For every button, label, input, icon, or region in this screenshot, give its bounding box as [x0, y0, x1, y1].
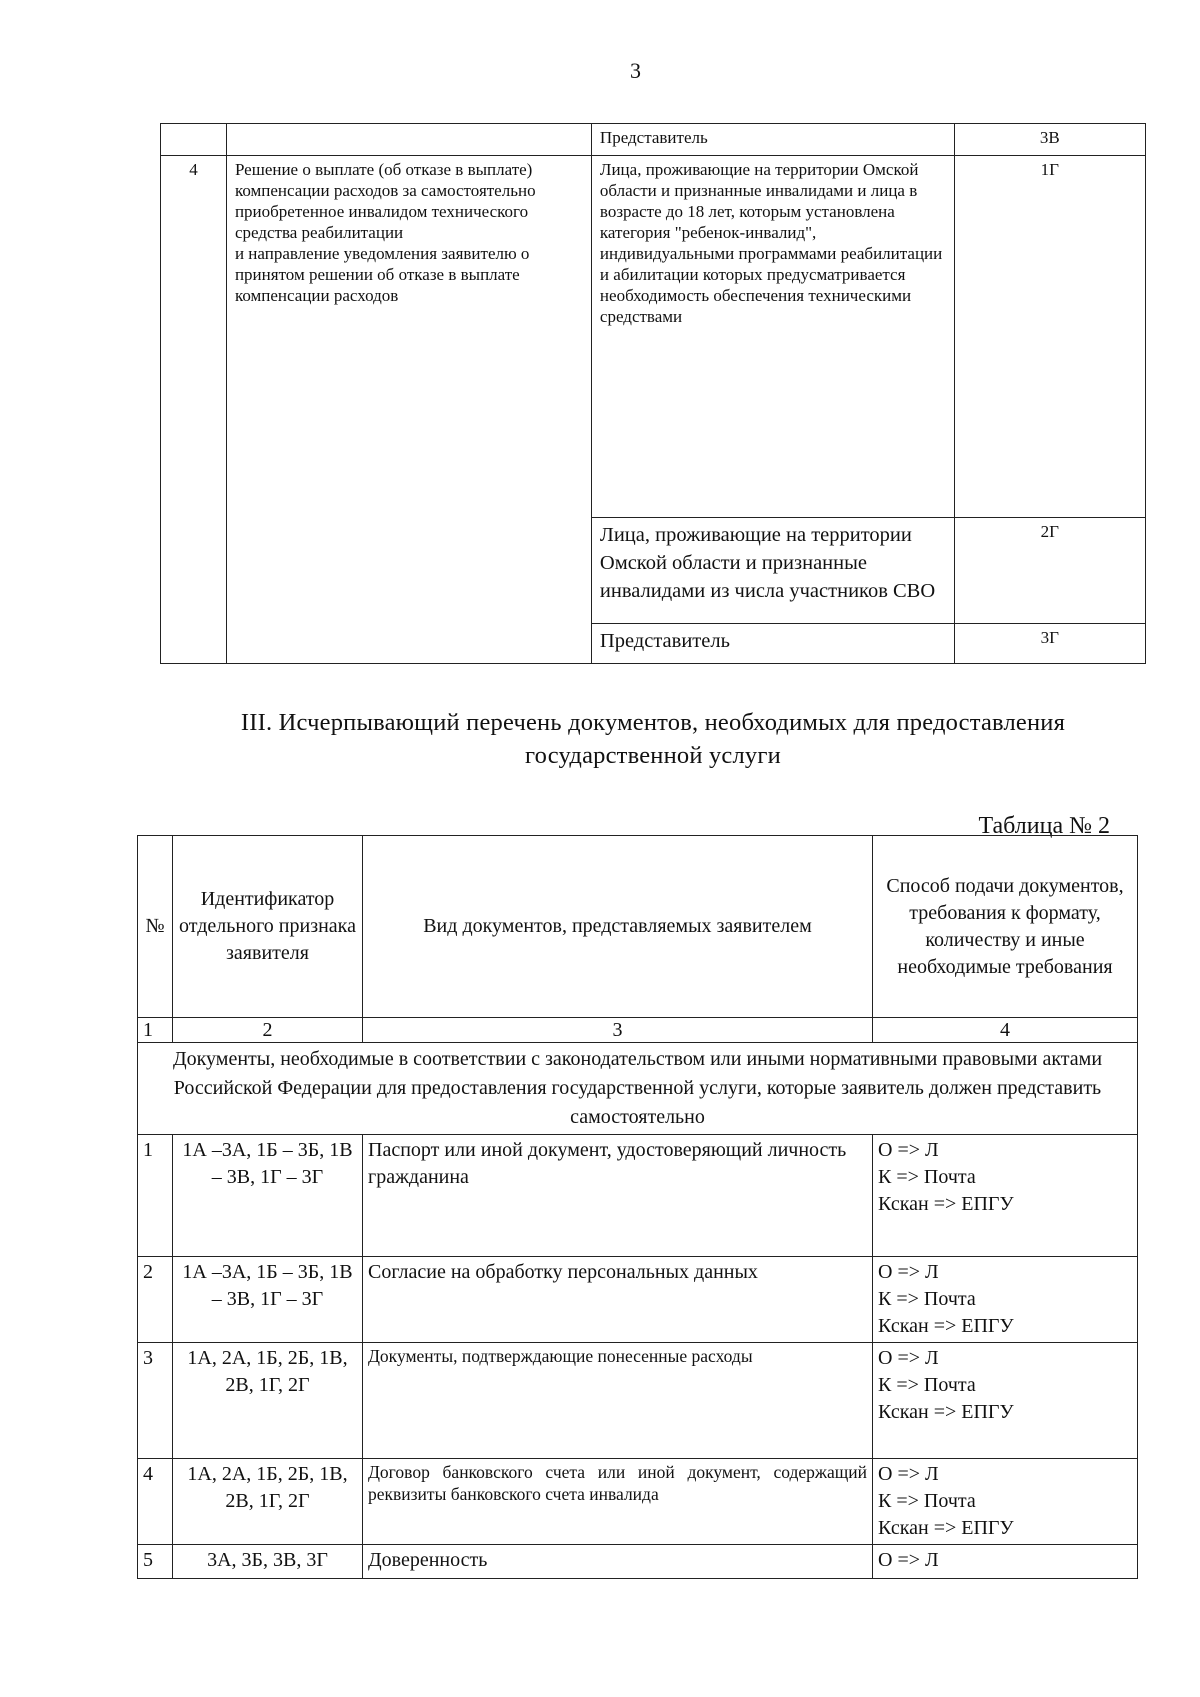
- applicant-code: 3В: [954, 124, 1145, 156]
- method-item: О => Л: [878, 1139, 939, 1161]
- method-item: К => Почта: [878, 1166, 976, 1188]
- table-row: [138, 1257, 1138, 1343]
- applicant-cell: Представитель: [591, 124, 954, 156]
- submission-methods: [873, 1459, 1138, 1545]
- table-row: [161, 124, 1146, 156]
- column-number: 3: [363, 1018, 873, 1043]
- applicant-code: 3Г: [954, 624, 1145, 664]
- applicant-ids: 1А –3А, 1Б – 3Б, 1В – 3В, 1Г – 3Г: [173, 1135, 363, 1257]
- applicant-cell: Лица, проживающие на территории Омской области и признанные инвалидами и лица в возрасте до 18 лет, которым установлена категория "ребенок-инвалид", индивидуальными программами реабилитации и абилитации которых предусматривается необходимость обеспечения техническими средствами: [591, 156, 954, 518]
- method-item: О => Л: [878, 1347, 939, 1369]
- group-heading-row: [138, 1043, 1138, 1135]
- applicant-code: 2Г: [954, 518, 1145, 624]
- method-item: Кскан => ЕПГУ: [878, 1193, 1014, 1215]
- header-identifier: Идентификатор отдельного признака заявителя: [173, 836, 363, 1018]
- header-document-type: Вид документов, представляемых заявителем: [363, 836, 873, 1018]
- table-row: [138, 1545, 1138, 1579]
- row-number: 2: [138, 1257, 173, 1343]
- document-type: Документы, подтверждающие понесенные расходы: [363, 1343, 873, 1459]
- applicant-ids: 1А, 2А, 1Б, 2Б, 1В, 2В, 1Г, 2Г: [173, 1459, 363, 1545]
- applicant-cell: Лица, проживающие на территории Омской области и признанные инвалидами из числа участников СВО: [591, 518, 954, 624]
- row-number: 5: [138, 1545, 173, 1579]
- method-item: К => Почта: [878, 1490, 976, 1512]
- document-type: Паспорт или иной документ, удостоверяющий личность гражданина: [363, 1135, 873, 1257]
- row-number: 3: [138, 1343, 173, 1459]
- section-title: III. Исчерпывающий перечень документов, необходимых для предоставления государственной услуги: [240, 709, 1066, 769]
- table-caption: Таблица № 2: [978, 813, 1110, 839]
- row-number: 4: [161, 156, 227, 664]
- documents-table: [137, 835, 1138, 1579]
- row-number: 4: [138, 1459, 173, 1545]
- submission-methods: [873, 1343, 1138, 1459]
- column-number: 2: [173, 1018, 363, 1043]
- header-row: [138, 836, 1138, 1018]
- method-item: К => Почта: [878, 1288, 976, 1310]
- row-number: 1: [138, 1135, 173, 1257]
- column-number: 4: [873, 1018, 1138, 1043]
- header-submission-method: Способ подачи документов, требования к формату, количеству и иные необходимые требования: [873, 836, 1138, 1018]
- document-type: Договор банковского счета или иной документ, содержащий реквизиты банковского счета инвалида: [363, 1459, 873, 1545]
- method-item: О => Л: [878, 1549, 939, 1571]
- empty-cell: [226, 124, 591, 156]
- method-item: О => Л: [878, 1261, 939, 1283]
- applicant-code: 1Г: [954, 156, 1145, 518]
- submission-methods: [873, 1545, 1138, 1579]
- page-number: 3: [630, 58, 641, 83]
- table-row: [138, 1343, 1138, 1459]
- group-heading: Документы, необходимые в соответствии с законодательством или иными нормативными правовыми актами Российской Федерации для предоставления государственной услуги, которые заявитель должен представить самостоятельно: [138, 1043, 1138, 1135]
- method-item: Кскан => ЕПГУ: [878, 1315, 1014, 1337]
- empty-cell: [161, 124, 227, 156]
- method-item: К => Почта: [878, 1374, 976, 1396]
- column-number-row: [138, 1018, 1138, 1043]
- result-cell: Решение о выплате (об отказе в выплате) компенсации расходов за самостоятельно приобретенное инвалидом технического средства реабилитации и направление уведомления заявителю о принятом решении об отказе в выплате компенсации расходов: [226, 156, 591, 664]
- method-item: О => Л: [878, 1463, 939, 1485]
- header-number: №: [138, 836, 173, 1018]
- applicant-ids: 1А, 2А, 1Б, 2Б, 1В, 2В, 1Г, 2Г: [173, 1343, 363, 1459]
- method-item: Кскан => ЕПГУ: [878, 1517, 1014, 1539]
- column-number: 1: [138, 1018, 173, 1043]
- table-row: [161, 156, 1146, 518]
- submission-methods: [873, 1135, 1138, 1257]
- document-type: Согласие на обработку персональных данных: [363, 1257, 873, 1343]
- table-row: [138, 1135, 1138, 1257]
- services-table-continued: [160, 123, 1146, 664]
- submission-methods: [873, 1257, 1138, 1343]
- document-type: Доверенность: [363, 1545, 873, 1579]
- applicant-ids: 1А –3А, 1Б – 3Б, 1В – 3В, 1Г – 3Г: [173, 1257, 363, 1343]
- applicant-ids: 3А, 3Б, 3В, 3Г: [173, 1545, 363, 1579]
- table-row: [138, 1459, 1138, 1545]
- applicant-cell: Представитель: [591, 624, 954, 664]
- method-item: Кскан => ЕПГУ: [878, 1401, 1014, 1423]
